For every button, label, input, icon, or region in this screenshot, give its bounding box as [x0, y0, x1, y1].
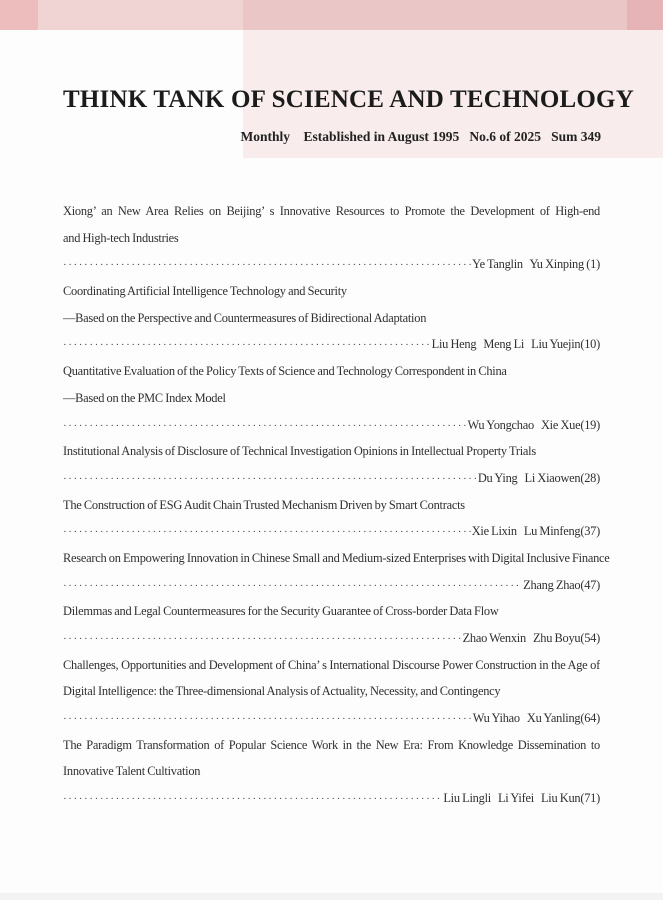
toc-entry: [63, 492, 600, 545]
toc-entry: [63, 598, 600, 651]
article-authors: Ye Tanglin Yu Xinping (1): [472, 257, 600, 272]
article-authors: Liu Heng Meng Li Liu Yuejin(10): [431, 337, 600, 352]
article-title-line: The Paradigm Transformation of Popular Science Work in the New Era: From Knowledge Dissemination to: [63, 737, 600, 752]
article-subtitle-line: —Based on the Perspective and Countermeasures of Bidirectional Adaptation: [63, 310, 427, 325]
article-title-line: Innovative Talent Cultivation: [63, 764, 201, 779]
toc-entry: [63, 652, 600, 732]
article-title-line: Coordinating Artificial Intelligence Technology and Security: [63, 284, 347, 299]
authors-line: [63, 572, 600, 599]
authors-line: [63, 518, 600, 545]
authors-line: [63, 331, 600, 358]
header-band-left-segment: [0, 0, 38, 30]
authors-line: [63, 705, 600, 732]
toc-entry: [63, 438, 600, 491]
article-authors: Wu Yongchao Xie Xue(19): [467, 417, 600, 432]
article-title-line: Challenges, Opportunities and Development of China’ s International Discourse Power Construction in the Age of: [63, 657, 600, 672]
dotted-leader: [63, 785, 442, 813]
header-band-right-segment: [243, 0, 627, 30]
article-subtitle-line: —Based on the PMC Index Model: [63, 390, 226, 405]
toc-entry: [63, 358, 600, 438]
journal-title: THINK TANK OF SCIENCE AND TECHNOLOGY: [63, 86, 634, 113]
issue-info-line: Monthly Established in August 1995 No.6 of 2025 Sum 349: [240, 129, 601, 144]
article-authors: Zhao Wenxin Zhu Boyu(54): [462, 631, 600, 645]
article-authors: Wu Yihao Xu Yanling(64): [472, 711, 600, 726]
article-title-line: Digital Intelligence: the Three-dimensional Analysis of Actuality, Necessity, and Contingency: [63, 684, 501, 699]
article-title-line: and High-tech Industries: [63, 230, 179, 245]
article-title-line: The Construction of ESG Audit Chain Trusted Mechanism Driven by Smart Contracts: [63, 497, 465, 512]
article-authors: Liu Lingli Li Yifei Liu Kun(71): [443, 791, 600, 806]
dotted-leader: [63, 625, 462, 653]
dotted-leader: [63, 412, 466, 440]
header-band-middle-segment: [38, 0, 243, 30]
authors-line: [63, 625, 600, 652]
dotted-leader: [63, 331, 431, 359]
dotted-leader: [63, 465, 477, 493]
dotted-leader: [63, 572, 522, 600]
dotted-leader: [63, 251, 471, 279]
article-title-line: Institutional Analysis of Disclosure of Technical Investigation Opinions in Intellectual Property Trials: [63, 444, 536, 459]
authors-line: [63, 251, 600, 278]
toc-entry: [63, 278, 600, 358]
article-title-line: Xiong’ an New Area Relies on Beijing’ s Innovative Resources to Promote the Development of High-end: [63, 204, 600, 218]
article-authors: Du Ying Li Xiaowen(28): [477, 470, 600, 485]
article-title-line: Dilemmas and Legal Countermeasures for the Security Guarantee of Cross-border Data Flow: [63, 604, 499, 619]
article-title-line: Research on Empowering Innovation in Chinese Small and Medium-sized Enterprises with Digital Inclusive Finance: [63, 550, 610, 565]
scan-edge-shadow: [0, 893, 663, 900]
toc-entry: [63, 732, 600, 812]
authors-line: [63, 465, 600, 492]
toc-entry: [63, 545, 610, 598]
dotted-leader: [63, 705, 472, 733]
table-of-contents: [63, 198, 610, 812]
article-authors: Zhang Zhao(47): [523, 577, 600, 592]
dotted-leader: [63, 518, 471, 546]
authors-line: [63, 412, 600, 439]
header-band-corner-segment: [627, 0, 663, 30]
article-title-line: Quantitative Evaluation of the Policy Texts of Science and Technology Correspondent in China: [63, 364, 507, 379]
article-authors: Xie Lixin Lu Minfeng(37): [471, 524, 600, 539]
toc-entry: [63, 198, 600, 278]
authors-line: [63, 785, 600, 812]
